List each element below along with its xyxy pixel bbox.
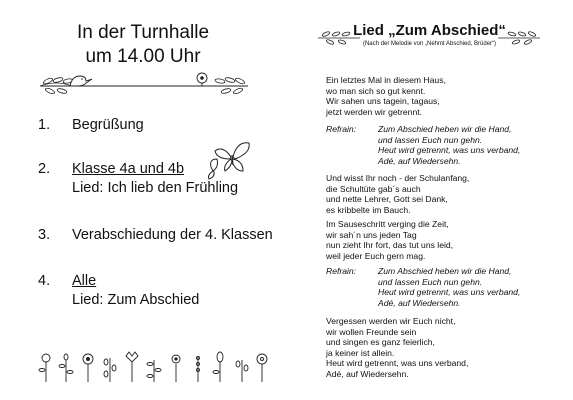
song-title: Lied „Zum Abschied“ — [353, 22, 506, 39]
verse-line: Vergessen werden wir Euch nicht, — [326, 316, 456, 326]
vine-bird-ornament — [36, 66, 252, 98]
program-title-line2: um 14.00 Uhr — [85, 46, 201, 67]
verse-line: und nette Lehrer, Gott sei Dank, — [326, 194, 448, 205]
verse-line: nun zieht Ihr fort, das tut uns leid, — [326, 240, 454, 251]
verse-line: Wir sahen uns tagein, tagaus, — [326, 96, 440, 107]
program-text: Begrüßung — [72, 117, 144, 133]
verse-4 — [326, 316, 468, 380]
refrain-line: Heut wird getrennt, was uns verband, — [378, 145, 521, 156]
refrain-label: Refrain: — [326, 266, 357, 276]
program-subtext: Lied: Zum Abschied — [72, 292, 200, 308]
program-subtext: Lied: Ich lieb den Frühling — [72, 180, 239, 196]
refrain-line: Adé, auf Wiedersehn. — [378, 155, 461, 166]
program-number: 2. — [38, 161, 51, 177]
verse-line: wir wollen Freunde sein — [326, 326, 417, 337]
program-number: 4. — [38, 273, 51, 289]
song-page — [286, 0, 573, 400]
refrain-label: Refrain: — [326, 124, 357, 134]
butterfly-icon — [203, 137, 253, 181]
verse-line: Adé, auf Wiedersehn. — [326, 368, 409, 379]
verse-line: und singen es ganz feierlich, — [326, 337, 435, 348]
verse-line: Heut wird getrennt, was uns verband, — [326, 358, 469, 369]
refrain-line: Heut wird getrennt, was uns verband, — [378, 287, 521, 298]
verse-line: die Schultüte gab´s auch — [326, 183, 421, 194]
verse-line: wo man sich so gut kennt. — [326, 85, 426, 96]
refrain-line: Adé, auf Wiedersehn. — [378, 297, 461, 308]
verse-line: es kribbelte im Bauch. — [326, 204, 411, 215]
refrain-line: und lassen Euch nun gehn. — [378, 134, 483, 145]
program-text: Alle — [72, 273, 97, 289]
refrain-line: Zum Abschied heben wir die Hand, — [378, 124, 512, 134]
song-subtitle: (Nach der Melodie von „Nehmt Abschied, Brüder“) — [362, 41, 497, 47]
program-number: 3. — [38, 227, 51, 243]
program-page — [0, 0, 286, 400]
program-title-line1: In der Turnhalle — [76, 22, 210, 43]
verse-line: ja keiner ist allein. — [326, 347, 395, 358]
program-text: Verabschiedung der 4. Klassen — [72, 227, 273, 243]
verse-1 — [326, 75, 446, 117]
verse-line: weil jeder Euch gern mag. — [326, 250, 426, 261]
flower-row-ornament — [36, 348, 268, 384]
refrain-line: Zum Abschied heben wir die Hand, — [378, 266, 512, 276]
verse-line: Ein letztes Mal in diesem Haus, — [326, 75, 446, 85]
program-text: Klasse 4a und 4b — [72, 161, 185, 177]
verse-line: Im Sauseschritt verging die Zeit, — [326, 219, 449, 229]
verse-2 — [326, 173, 469, 215]
verse-line: wir sah´n uns jeden Tag — [326, 229, 417, 240]
refrain-line: und lassen Euch nun gehn. — [378, 276, 483, 287]
program-number: 1. — [38, 117, 51, 133]
verse-line: jetzt werden wir getrennt. — [326, 106, 423, 117]
verse-line: Und wisst Ihr noch - der Schulanfang, — [326, 173, 470, 183]
verse-3 — [326, 219, 453, 261]
